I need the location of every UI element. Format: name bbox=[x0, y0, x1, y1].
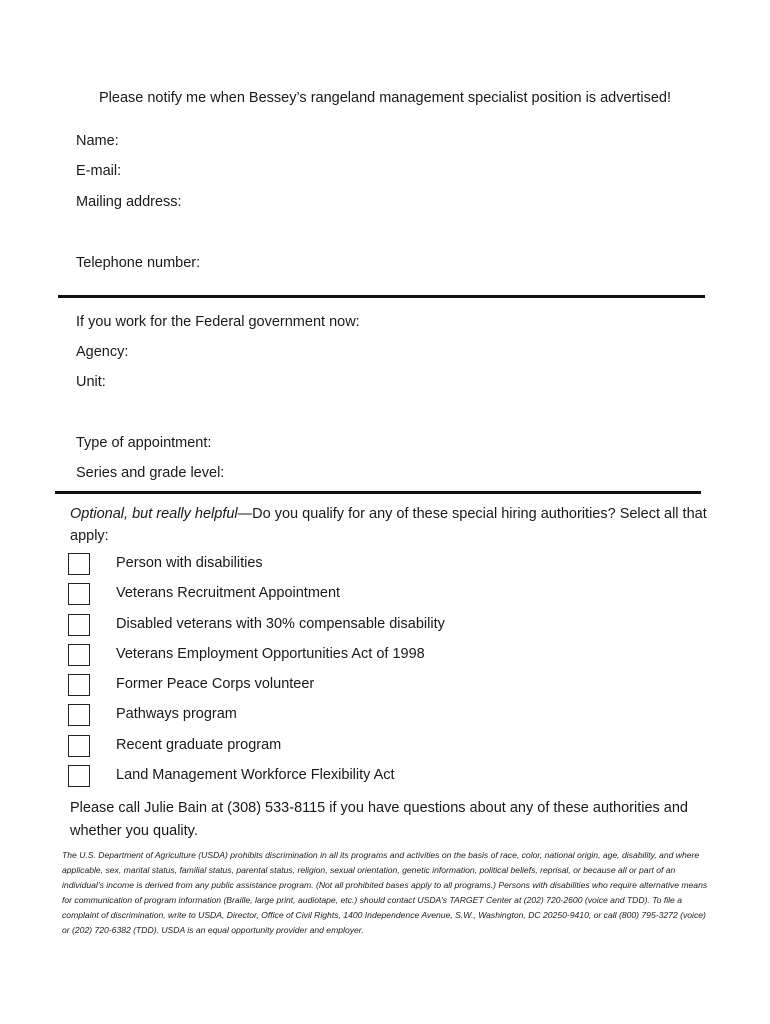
checkbox[interactable] bbox=[68, 553, 90, 575]
contact-note: Please call Julie Bain at (308) 533-8115 if you have questions about any of these authorities and whether you quality. bbox=[70, 800, 688, 839]
checkbox-row-veoa[interactable] bbox=[68, 644, 708, 668]
checkbox-label: Person with disabilities bbox=[116, 555, 263, 571]
agency-field[interactable]: Agency: bbox=[76, 344, 129, 360]
checkbox-row-land-management[interactable] bbox=[68, 765, 708, 789]
checkbox-label: Veterans Recruitment Appointment bbox=[116, 585, 341, 601]
checkbox[interactable] bbox=[68, 583, 90, 605]
checkbox[interactable] bbox=[68, 644, 90, 666]
question-text: —Do you qualify for any of these special hiring authorities? Select all that apply: bbox=[70, 506, 707, 544]
checkbox[interactable] bbox=[68, 614, 90, 636]
series-grade-field[interactable]: Series and grade level: bbox=[76, 465, 225, 481]
checkbox-row-pathways[interactable] bbox=[68, 704, 708, 728]
checkbox[interactable] bbox=[68, 674, 90, 696]
checkbox-label: Veterans Employment Opportunities Act of 1998 bbox=[116, 646, 425, 662]
email-field[interactable]: E-mail: bbox=[76, 163, 122, 179]
checkbox-label: Recent graduate program bbox=[116, 737, 282, 753]
section-divider bbox=[55, 491, 701, 494]
checkbox-label: Land Management Workforce Flexibility Act bbox=[116, 767, 395, 783]
optional-label: Optional, but really helpful bbox=[70, 506, 238, 522]
checkbox-label: Disabled veterans with 30% compensable disability bbox=[116, 616, 445, 632]
checkbox-row-recent-graduate[interactable] bbox=[68, 735, 708, 759]
checkbox-label: Pathways program bbox=[116, 706, 237, 722]
name-field[interactable]: Name: bbox=[76, 133, 119, 149]
checkbox[interactable] bbox=[68, 765, 90, 787]
unit-field[interactable]: Unit: bbox=[76, 374, 106, 390]
checkbox-row-disabled-veterans[interactable] bbox=[68, 614, 708, 638]
federal-intro-label: If you work for the Federal government now: bbox=[76, 314, 360, 330]
mailing-address-field[interactable]: Mailing address: bbox=[76, 194, 182, 210]
hiring-authorities-question bbox=[70, 503, 710, 547]
appointment-type-field[interactable]: Type of appointment: bbox=[76, 435, 212, 451]
usda-disclaimer: The U.S. Department of Agriculture (USDA) prohibits discrimination in all its programs and activities on the basis of race, color, national origin, age, disability, and where applicable, sex, marital status, familial status, parental status, religion, sexual orientation, genetic information, political beliefs, reprisal, or because all or part of an individual’s income is derived from any public assistance program. (Not all prohibited bases apply to all programs.) Persons with disabilities who require alternative means for communication of program information (Braille, large print, audiotape, etc.) should contact USDA’s TARGET Center at (202) 720-2600 (voice and TDD). To file a complaint of discrimination, write to USDA, Director, Office of Civil Rights, 1400 Independence Avenue, S.W., Washington, DC 20250-9410, or call (800) 795-3272 (voice) or (202) 720-6382 (TDD). USDA is an equal opportunity provider and employer. bbox=[62, 850, 708, 935]
checkbox[interactable] bbox=[68, 704, 90, 726]
checkbox-row-peace-corps[interactable] bbox=[68, 674, 708, 698]
page-title: Please notify me when Bessey’s rangeland management specialist position is advertised! bbox=[99, 90, 671, 106]
checkbox-label: Former Peace Corps volunteer bbox=[116, 676, 315, 692]
checkbox-row-disabilities[interactable] bbox=[68, 553, 708, 577]
section-divider bbox=[58, 295, 705, 298]
telephone-field[interactable]: Telephone number: bbox=[76, 255, 201, 271]
checkbox-row-veterans-recruitment[interactable] bbox=[68, 583, 708, 607]
checkbox[interactable] bbox=[68, 735, 90, 757]
